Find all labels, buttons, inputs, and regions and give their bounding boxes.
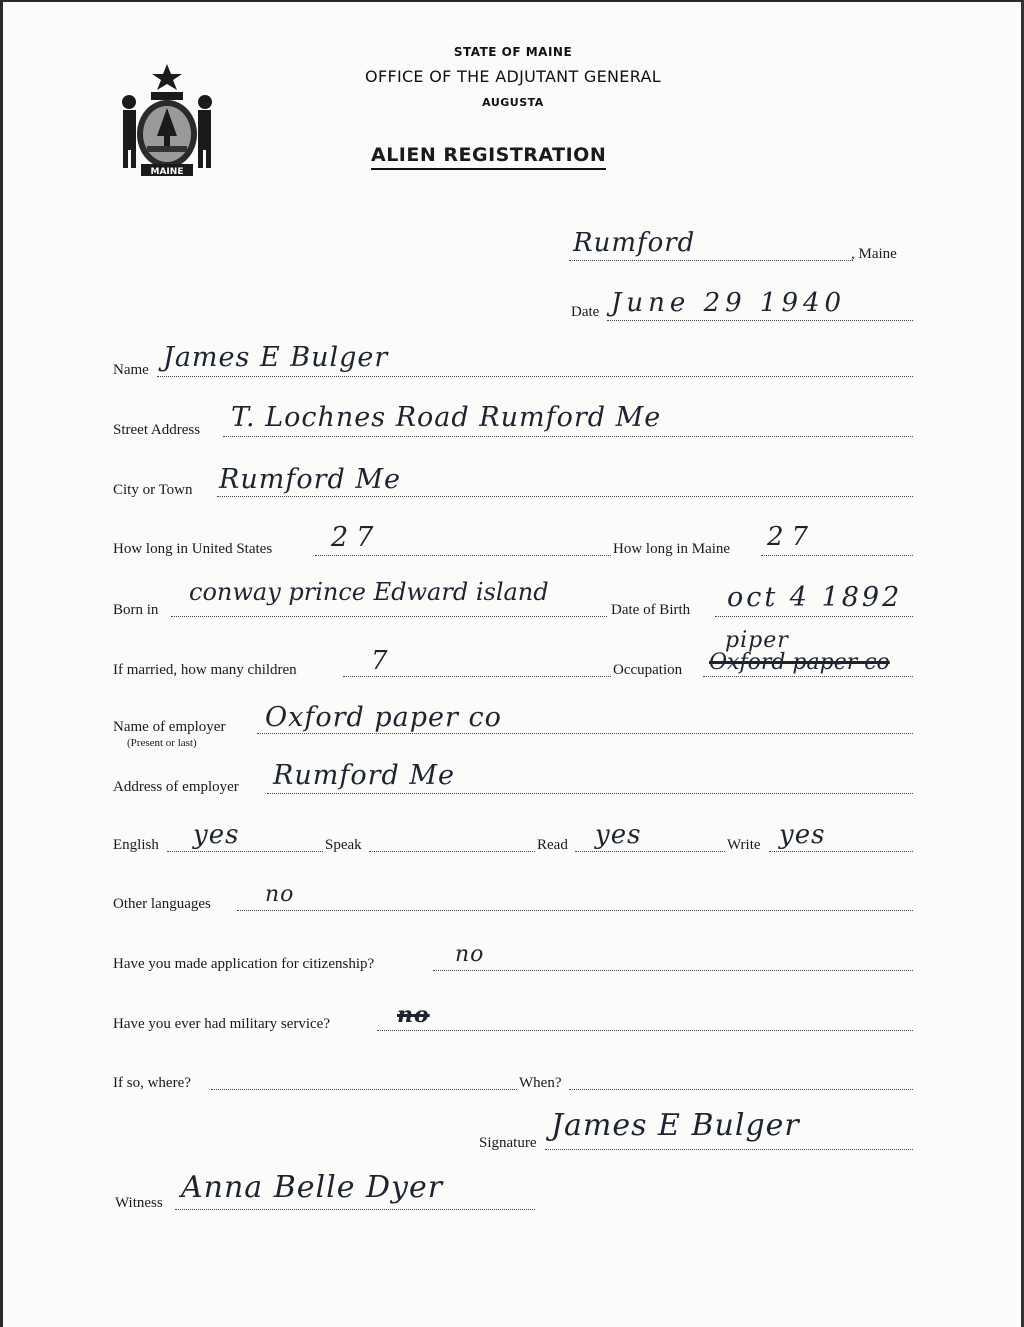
english-label: English (113, 837, 159, 853)
occupation-label: Occupation (613, 662, 683, 678)
witness-line (175, 1209, 535, 1210)
write-label: Write (727, 837, 761, 853)
date-of-birth-line (715, 616, 913, 617)
street-label: Street Address (113, 422, 201, 438)
employer-address-entry: Rumford Me (273, 760, 455, 791)
other-languages-entry: no (265, 882, 295, 907)
date-label: Date (571, 304, 600, 320)
maine-label: , Maine (851, 246, 897, 262)
svg-text:MAINE: MAINE (150, 167, 184, 177)
how-long-us-label: How long in United States (113, 541, 273, 557)
name-label: Name (113, 362, 149, 378)
occupation-struck-entry: Oxford paper co (709, 650, 890, 675)
signature-line (545, 1149, 913, 1150)
where-line (211, 1089, 517, 1090)
how-long-us-line (315, 555, 611, 556)
born-in-line (171, 616, 607, 617)
town-line (569, 260, 853, 261)
signature-entry: James E Bulger (551, 1108, 800, 1143)
citizenship-entry: no (455, 942, 485, 967)
signature-label: Signature (479, 1135, 537, 1151)
other-languages-line (237, 910, 913, 911)
children-line (343, 676, 611, 677)
name-entry: James E Bulger (163, 342, 389, 373)
when-label: When? (519, 1075, 562, 1091)
witness-entry: Anna Belle Dyer (181, 1170, 444, 1205)
children-label: If married, how many children (113, 662, 297, 678)
office-heading: OFFICE OF THE ADJUTANT GENERAL (365, 67, 661, 86)
english-entry: yes (193, 820, 240, 850)
write-line (769, 851, 913, 852)
speak-label: Speak (325, 837, 362, 853)
city-line (217, 496, 913, 497)
date-line (607, 320, 913, 321)
born-in-label: Born in (113, 602, 159, 618)
citizenship-label: Have you made application for citizenship? (113, 956, 375, 972)
date-of-birth-entry: oct 4 1892 (727, 582, 903, 613)
town-entry: Rumford (573, 228, 696, 258)
city-label: City or Town (113, 482, 193, 498)
employer-address-label: Address of employer (113, 779, 239, 795)
city-entry: Rumford Me (219, 464, 401, 495)
read-line (575, 851, 725, 852)
maine-state-seal (111, 60, 223, 180)
employer-line (257, 733, 913, 734)
speak-line (369, 851, 535, 852)
how-long-us-entry: 27 (331, 522, 382, 553)
born-in-entry: conway prince Edward island (189, 578, 549, 606)
occupation-line (703, 676, 913, 677)
military-line (377, 1030, 913, 1031)
date-of-birth-label: Date of Birth (611, 602, 691, 618)
military-entry: no (397, 1002, 430, 1028)
street-line (223, 436, 913, 437)
military-label: Have you ever had military service? (113, 1016, 330, 1032)
occupation-correction: piper (725, 628, 789, 653)
where-label: If so, where? (113, 1075, 191, 1091)
write-entry: yes (779, 820, 826, 850)
how-long-maine-entry: 27 (767, 522, 817, 552)
state-heading: STATE OF MAINE (453, 45, 573, 59)
employer-sublabel: (Present or last) (127, 737, 197, 749)
when-line (569, 1089, 913, 1090)
english-line (167, 851, 323, 852)
street-entry: T. Lochnes Road Rumford Me (231, 402, 662, 433)
citizenship-line (433, 970, 913, 971)
form-title: ALIEN REGISTRATION (371, 144, 606, 170)
children-entry: 7 (371, 646, 389, 676)
employer-label: Name of employer (113, 719, 226, 735)
how-long-maine-label: How long in Maine (613, 541, 731, 557)
read-label: Read (537, 837, 568, 853)
employer-address-line (267, 793, 913, 794)
how-long-maine-line (761, 555, 913, 556)
city-heading: AUGUSTA (482, 96, 544, 109)
witness-label: Witness (115, 1195, 163, 1211)
name-line (157, 376, 913, 377)
employer-entry: Oxford paper co (265, 702, 502, 733)
other-languages-label: Other languages (113, 896, 211, 912)
date-entry: June 29 1940 (611, 288, 847, 318)
read-entry: yes (595, 820, 642, 850)
